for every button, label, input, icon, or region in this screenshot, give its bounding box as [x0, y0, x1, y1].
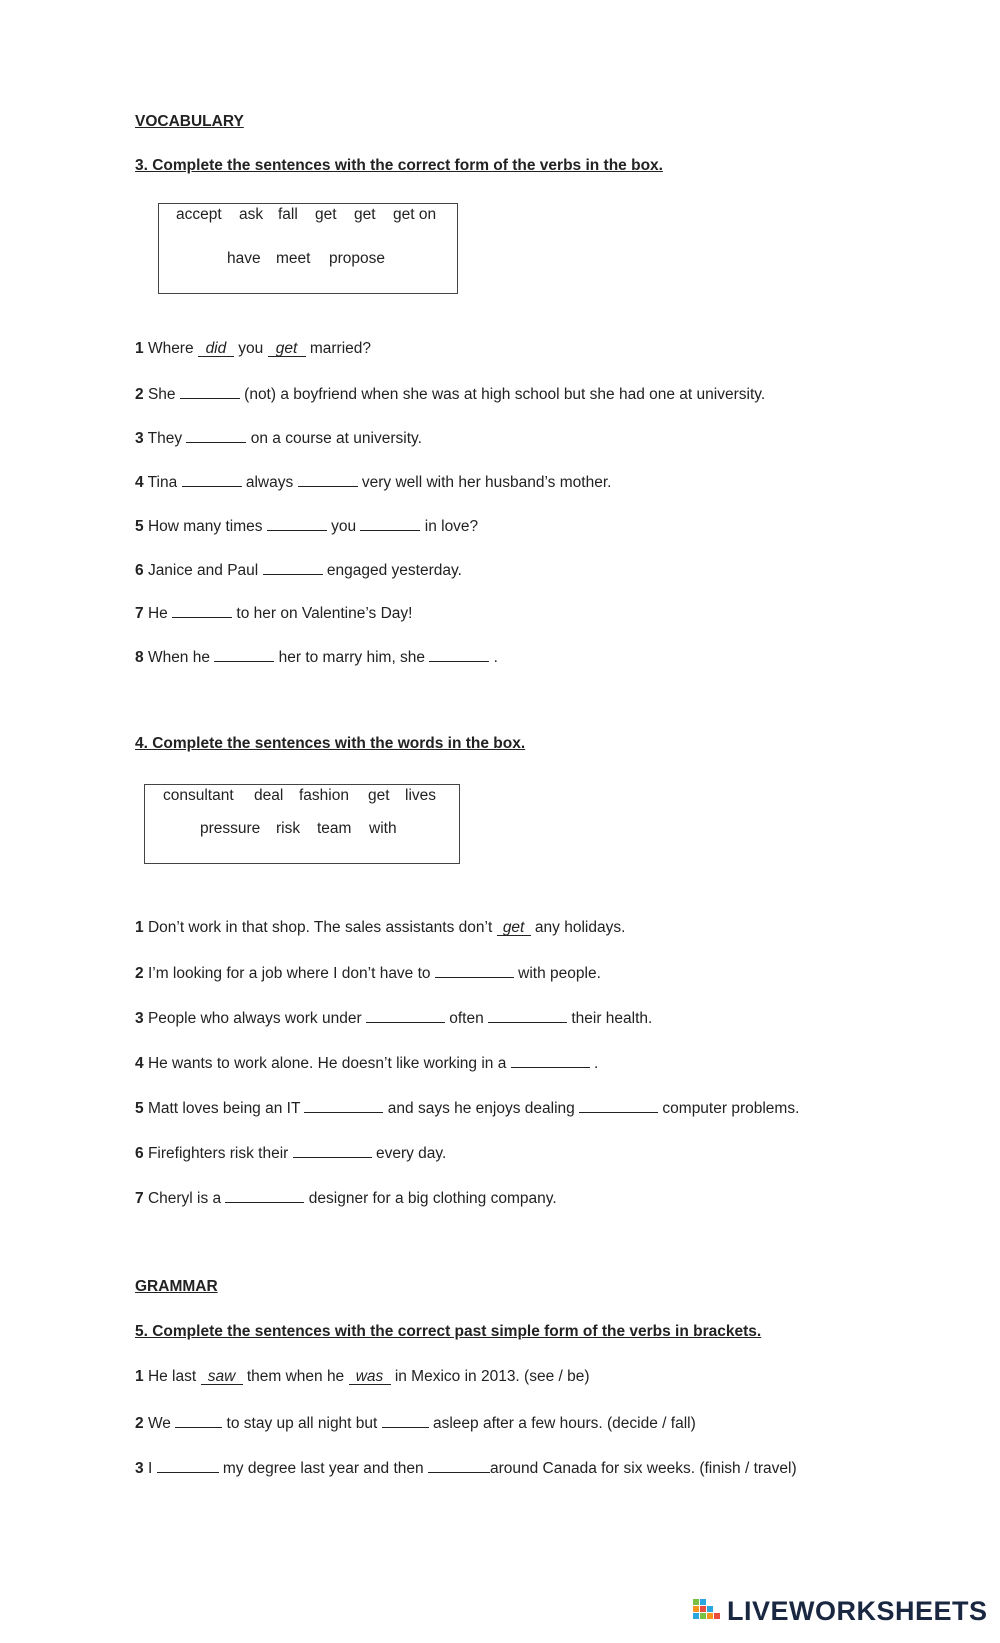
item-text: always [245, 474, 294, 491]
item-text: to stay up all night but [226, 1415, 378, 1432]
item-text: I [147, 1460, 153, 1477]
ex4-item-2 [135, 963, 601, 983]
ex5-item-2 [135, 1413, 696, 1433]
item-text: . [493, 649, 498, 666]
ex4-item-7 [135, 1188, 557, 1208]
item-text: any holidays. [534, 919, 626, 936]
word-box-item: get on [393, 206, 437, 223]
answer-blank[interactable] [511, 1053, 590, 1068]
item-number: 3 [135, 430, 144, 447]
ex5-item-1 [135, 1368, 590, 1386]
word-box-item: fall [278, 206, 298, 223]
word-box-item: get [315, 206, 337, 223]
answer-blank[interactable] [172, 603, 232, 618]
item-text: to her on Valentine’s Day! [236, 605, 413, 622]
item-text: Don’t work in that shop. The sales assistants don’t [147, 919, 493, 936]
item-text: computer problems. [662, 1100, 800, 1117]
item-text: He [147, 605, 168, 622]
word-box-item: ask [239, 206, 264, 223]
answer-blank[interactable] [267, 516, 327, 531]
word-box-item: consultant [163, 787, 234, 804]
answer-blank[interactable] [579, 1098, 658, 1113]
item-number: 2 [135, 965, 144, 982]
item-text: married? [309, 340, 372, 357]
item-text: Cheryl is a [147, 1190, 222, 1207]
liveworksheets-logo-text: LIVEWORKSHEETS [727, 1596, 988, 1626]
item-text: I’m looking for a job where I don’t have to [147, 965, 431, 982]
answer-blank-filled[interactable]: saw [201, 1369, 243, 1385]
item-number: 3 [135, 1010, 144, 1027]
item-text: . [593, 1055, 599, 1072]
item-text: her to marry him, she [278, 649, 426, 666]
item-text: Janice and Paul [147, 562, 259, 579]
ex3-item-6 [135, 560, 462, 580]
answer-blank[interactable] [175, 1413, 222, 1428]
item-number: 1 [135, 340, 144, 357]
item-number: 7 [135, 1190, 144, 1207]
item-text: in love? [424, 518, 479, 535]
word-box-item: team [317, 820, 352, 837]
word-box-3 [158, 203, 458, 294]
item-text: their health. [571, 1010, 653, 1027]
vocabulary-heading: VOCABULARY [135, 113, 244, 130]
item-number: 4 [135, 1055, 144, 1072]
answer-blank-filled[interactable]: did [198, 341, 234, 357]
item-text: He wants to work alone. He doesn’t like working in a [147, 1055, 507, 1072]
answer-blank[interactable] [180, 384, 240, 399]
ex3-item-2 [135, 384, 765, 404]
answer-blank[interactable] [435, 963, 514, 978]
word-box-item: lives [405, 787, 437, 804]
item-text: Where [147, 340, 194, 357]
word-box-item: risk [276, 820, 301, 837]
answer-blank[interactable] [298, 472, 358, 487]
ex3-item-1 [135, 340, 371, 358]
item-text: my degree last year and then [222, 1460, 424, 1477]
item-number: 2 [135, 1415, 144, 1432]
answer-blank[interactable] [225, 1188, 304, 1203]
exercise-4-instruction: 4. Complete the sentences with the words in the box. [135, 735, 526, 752]
item-number: 8 [135, 649, 144, 666]
word-box-item: pressure [200, 820, 261, 837]
exercise-5-instruction: 5. Complete the sentences with the correct past simple form of the verbs in brackets. [135, 1323, 762, 1340]
answer-blank[interactable] [304, 1098, 383, 1113]
answer-blank[interactable] [382, 1413, 429, 1428]
answer-blank[interactable] [366, 1008, 445, 1023]
answer-blank[interactable] [428, 1458, 490, 1473]
item-text: We [147, 1415, 171, 1432]
answer-blank-filled[interactable]: get [268, 341, 306, 357]
liveworksheets-icon [693, 1599, 721, 1625]
item-text: She [147, 386, 176, 403]
ex5-item-3 [135, 1458, 797, 1478]
ex3-item-3 [135, 428, 422, 448]
word-box-item: with [369, 820, 397, 837]
item-number: 6 [135, 1145, 144, 1162]
word-box-item: have [227, 250, 261, 267]
item-text: you [331, 518, 357, 535]
item-text: and says he enjoys dealing [387, 1100, 575, 1117]
item-text: How many times [147, 518, 263, 535]
word-box-item: get [368, 787, 390, 804]
answer-blank[interactable] [214, 647, 274, 662]
item-number: 4 [135, 474, 144, 491]
item-text: asleep after a few hours. (decide / fall) [432, 1415, 696, 1432]
word-box-item: accept [176, 206, 222, 223]
item-number: 1 [135, 919, 144, 936]
answer-blank[interactable] [360, 516, 420, 531]
word-box-item: deal [254, 787, 284, 804]
item-text: very well with her husband’s mother. [361, 474, 612, 491]
item-text: on a course at university. [250, 430, 422, 447]
answer-blank[interactable] [263, 560, 323, 575]
ex3-item-4 [135, 472, 611, 492]
answer-blank[interactable] [157, 1458, 219, 1473]
item-text: Tina [147, 474, 178, 491]
item-text: (not) a boyfriend when she was at high school but she had one at university. [244, 386, 766, 403]
item-number: 5 [135, 518, 144, 535]
word-box-item: propose [329, 250, 386, 267]
item-text: People who always work under [147, 1010, 362, 1027]
item-text: every day. [375, 1145, 447, 1162]
item-text: Matt loves being an IT [147, 1100, 301, 1117]
item-text: They [147, 430, 183, 447]
item-text: When he [147, 649, 210, 666]
ex4-item-4 [135, 1053, 598, 1073]
answer-blank-filled[interactable]: was [349, 1369, 391, 1385]
answer-blank-filled[interactable]: get [497, 920, 531, 936]
item-text: them when he [246, 1368, 345, 1385]
item-number: 3 [135, 1460, 144, 1477]
item-text: around Canada for six weeks. (finish / travel) [489, 1460, 797, 1477]
grammar-heading: GRAMMAR [135, 1278, 218, 1295]
ex4-item-3 [135, 1008, 652, 1028]
answer-blank[interactable] [293, 1143, 372, 1158]
word-box-item: fashion [299, 787, 349, 804]
word-box-item: get [354, 206, 376, 223]
answer-blank[interactable] [182, 472, 242, 487]
item-text: often [449, 1010, 484, 1027]
item-text: in Mexico in 2013. (see / be) [394, 1368, 590, 1385]
word-box-4 [144, 784, 460, 864]
ex3-item-8 [135, 647, 498, 667]
item-number: 7 [135, 605, 144, 622]
ex3-item-5 [135, 516, 478, 536]
answer-blank[interactable] [429, 647, 489, 662]
item-text: with people. [518, 965, 601, 982]
item-number: 5 [135, 1100, 144, 1117]
ex3-item-7 [135, 603, 412, 623]
ex4-item-1 [135, 919, 625, 937]
exercise-3-instruction: 3. Complete the sentences with the correct form of the verbs in the box. [135, 157, 663, 174]
answer-blank[interactable] [186, 428, 246, 443]
item-text: Firefighters risk their [147, 1145, 289, 1162]
ex4-item-6 [135, 1143, 446, 1163]
item-text: He last [147, 1368, 197, 1385]
answer-blank[interactable] [488, 1008, 567, 1023]
ex4-item-5 [135, 1098, 799, 1118]
item-number: 2 [135, 386, 144, 403]
liveworksheets-logo [693, 1594, 993, 1628]
item-text: engaged yesterday. [326, 562, 462, 579]
item-text: designer for a big clothing company. [308, 1190, 557, 1207]
item-text: you [238, 340, 264, 357]
word-box-item: meet [276, 250, 311, 267]
item-number: 6 [135, 562, 144, 579]
item-number: 1 [135, 1368, 144, 1385]
